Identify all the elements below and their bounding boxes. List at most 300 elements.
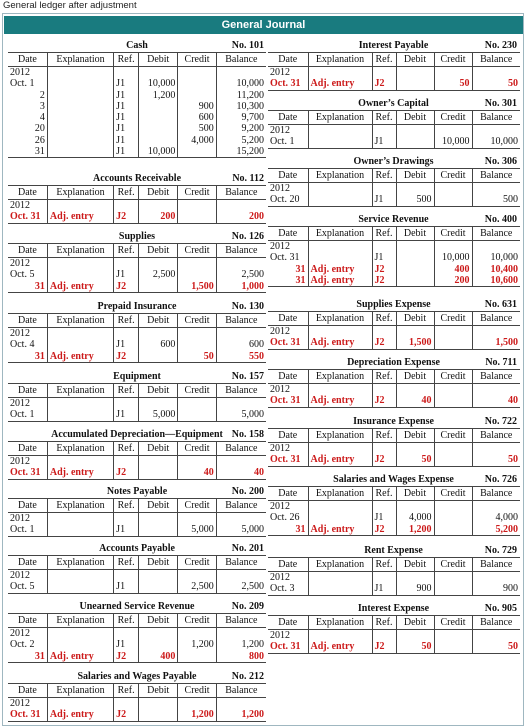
- column-header-debit: Debit: [396, 616, 434, 630]
- column-header-ref: Ref.: [114, 556, 139, 570]
- cell-debit: [139, 351, 178, 363]
- cell-debit: [139, 135, 178, 146]
- cell-date: Oct. 2: [10, 639, 35, 651]
- ledger-account: [268, 416, 519, 467]
- cell-balance: [472, 326, 520, 338]
- column-header-explanation: Explanation: [308, 616, 372, 630]
- table-row: [268, 67, 520, 79]
- cell-ref: J2: [372, 524, 396, 536]
- account-name: Salaries and Wages Payable: [77, 671, 197, 682]
- column-header-balance: Balance: [216, 499, 266, 513]
- account-number: No. 400: [484, 214, 517, 225]
- cell-ref: J1: [114, 639, 139, 650]
- account-name: Supplies Expense: [356, 299, 431, 310]
- column-header-credit: Credit: [434, 312, 472, 326]
- ledger-account: [268, 214, 519, 287]
- column-header-ref: Ref.: [114, 244, 139, 258]
- column-header-credit: Credit: [178, 314, 216, 328]
- cell-debit: 600: [139, 339, 178, 350]
- cell-debit: [396, 384, 434, 396]
- cell-date: 2012: [10, 513, 30, 524]
- cell-credit: [434, 641, 472, 653]
- cell-debit: 2,500: [139, 269, 178, 280]
- cell-balance: 10,300: [216, 101, 266, 112]
- ledger-table: [8, 185, 266, 224]
- ledger-account: [8, 301, 266, 363]
- cell-date: Oct. 31: [8, 211, 47, 223]
- adjusting-entry-row: [268, 395, 520, 407]
- column-header-balance: Balance: [216, 614, 266, 628]
- cell-credit: [178, 339, 216, 350]
- ledger-table: [268, 615, 520, 654]
- cell-ref: J1: [372, 252, 396, 263]
- column-header-ref: Ref.: [372, 616, 396, 630]
- cell-date: 2012: [10, 67, 30, 78]
- cell-balance: 11,200: [216, 90, 266, 101]
- cell-explanation: [47, 409, 113, 421]
- cell-ref: [114, 67, 139, 79]
- account-name: Accumulated Depreciation—Equipment: [51, 429, 223, 440]
- cell-credit: 50: [178, 351, 216, 363]
- cell-ref: J2: [372, 275, 396, 287]
- column-header-balance: Balance: [216, 53, 266, 67]
- cell-date: Oct. 31: [268, 337, 308, 349]
- column-header-debit: Debit: [396, 429, 434, 443]
- header-row: [268, 558, 520, 572]
- cell-credit: [178, 200, 216, 212]
- cell-date: Oct. 1: [8, 409, 47, 421]
- column-header-balance: Balance: [216, 244, 266, 258]
- cell-credit: [178, 398, 216, 410]
- cell-balance: 600: [216, 339, 266, 350]
- cell-credit: 1,200: [178, 639, 216, 650]
- account-header: [268, 299, 519, 311]
- cell-credit: 50: [434, 78, 472, 90]
- account-header: [8, 371, 266, 383]
- ledger-table: [8, 383, 266, 422]
- cell-explanation: [308, 443, 372, 455]
- cell-debit: [139, 581, 178, 593]
- cell-credit: [434, 572, 472, 584]
- column-header-ref: Ref.: [372, 558, 396, 572]
- cell-balance: [216, 513, 266, 525]
- column-header-date: Date: [268, 558, 308, 572]
- cell-credit: [178, 513, 216, 525]
- cell-credit: [434, 395, 472, 407]
- cell-balance: 5,000: [216, 409, 266, 421]
- cell-debit: [396, 241, 434, 253]
- cell-debit: 4,000: [396, 512, 434, 523]
- cell-debit: 10,000: [139, 146, 178, 158]
- cell-ref: [114, 200, 139, 212]
- cell-credit: [434, 454, 472, 466]
- adjusting-entry-row: [268, 264, 520, 275]
- column-header-balance: Balance: [216, 684, 266, 698]
- account-header: [8, 301, 266, 313]
- cell-credit: [434, 183, 472, 195]
- header-row: [8, 556, 266, 570]
- adjusting-entry-row: [268, 454, 520, 466]
- cell-date: 2012: [270, 630, 290, 641]
- column-header-date: Date: [8, 614, 47, 628]
- cell-credit: 10,000: [434, 136, 472, 148]
- account-number: No. 905: [484, 603, 517, 614]
- ledger-account: [8, 429, 266, 480]
- column-header-credit: Credit: [178, 53, 216, 67]
- cell-debit: [139, 67, 178, 79]
- journal-banner: General Journal: [4, 16, 523, 34]
- cell-balance: 5,200: [216, 135, 266, 146]
- cell-explanation: [308, 241, 372, 253]
- cell-credit: [434, 125, 472, 137]
- column-header-ref: Ref.: [372, 312, 396, 326]
- ledger-account: [268, 98, 519, 149]
- column-header-credit: Credit: [434, 487, 472, 501]
- cell-debit: [139, 456, 178, 468]
- table-row: [8, 639, 266, 650]
- account-name: Interest Payable: [358, 40, 429, 51]
- cell-debit: [396, 183, 434, 195]
- column-header-ref: Ref.: [114, 442, 139, 456]
- column-header-ref: Ref.: [114, 53, 139, 67]
- table-row: [8, 78, 266, 89]
- cell-balance: [216, 328, 266, 340]
- cell-date: 20: [34, 123, 45, 135]
- cell-balance: 10,000: [472, 252, 520, 263]
- column-header-credit: Credit: [178, 442, 216, 456]
- cell-balance: 10,000: [472, 136, 520, 148]
- column-header-balance: Balance: [472, 227, 520, 241]
- cell-balance: [216, 456, 266, 468]
- header-row: [8, 53, 266, 67]
- cell-balance: 550: [216, 351, 266, 363]
- account-name: Depreciation Expense: [347, 357, 440, 368]
- cell-debit: 400: [139, 651, 178, 663]
- cell-balance: 5,200: [472, 524, 520, 536]
- cell-ref: J1: [372, 512, 396, 523]
- ledger-account: [8, 40, 266, 158]
- cell-credit: [178, 456, 216, 468]
- cell-explanation: [47, 513, 113, 525]
- cell-explanation: Adj. entry: [308, 454, 372, 466]
- cell-ref: J1: [114, 524, 139, 536]
- cell-ref: J1: [114, 581, 139, 593]
- cell-balance: [216, 258, 266, 270]
- account-number: No. 209: [231, 601, 264, 612]
- cell-balance: 1,000: [216, 281, 266, 293]
- header-row: [268, 370, 520, 384]
- cell-ref: [372, 326, 396, 338]
- cell-credit: 400: [434, 264, 472, 275]
- cell-ref: J1: [114, 135, 139, 146]
- column-header-credit: Credit: [178, 499, 216, 513]
- column-header-balance: Balance: [216, 442, 266, 456]
- cell-explanation: [47, 339, 113, 350]
- ledger-table: [8, 498, 266, 537]
- cell-explanation: [308, 583, 372, 595]
- column-header-balance: Balance: [216, 314, 266, 328]
- cell-ref: [114, 570, 139, 582]
- cell-explanation: [47, 200, 113, 212]
- cell-explanation: [47, 112, 113, 123]
- cell-debit: [396, 136, 434, 148]
- cell-debit: 1,500: [396, 337, 434, 349]
- account-name: Supplies: [118, 231, 156, 242]
- cell-ref: J1: [372, 583, 396, 595]
- column-header-ref: Ref.: [114, 614, 139, 628]
- table-row: [8, 628, 266, 640]
- account-number: No. 200: [231, 486, 264, 497]
- cell-ref: [372, 572, 396, 584]
- account-number: No. 306: [484, 156, 517, 167]
- cell-explanation: Adj. entry: [47, 709, 113, 721]
- cell-balance: 2,500: [216, 581, 266, 593]
- ledger-table: [8, 243, 266, 293]
- column-header-debit: Debit: [139, 684, 178, 698]
- ledger-account: [268, 357, 519, 408]
- cell-explanation: [47, 78, 113, 89]
- cell-explanation: [308, 183, 372, 195]
- cell-explanation: [308, 326, 372, 338]
- column-header-date: Date: [8, 244, 47, 258]
- table-row: [8, 112, 266, 123]
- cell-balance: 4,000: [472, 512, 520, 523]
- column-header-ref: Ref.: [372, 111, 396, 125]
- column-header-explanation: Explanation: [308, 53, 372, 67]
- account-number: No. 722: [484, 416, 517, 427]
- column-header-debit: Debit: [396, 111, 434, 125]
- adjusting-entry-row: [268, 78, 520, 90]
- column-header-debit: Debit: [139, 556, 178, 570]
- column-header-date: Date: [268, 616, 308, 630]
- cell-ref: [372, 183, 396, 195]
- column-header-debit: Debit: [396, 370, 434, 384]
- cell-date: 31: [8, 146, 47, 158]
- cell-ref: [114, 398, 139, 410]
- cell-ref: [114, 456, 139, 468]
- cell-explanation: [47, 146, 113, 158]
- ledger-table: [268, 226, 520, 287]
- ledger-account: [8, 173, 266, 224]
- cell-ref: J1: [114, 123, 139, 134]
- cell-debit: [139, 628, 178, 640]
- ledger-table: [8, 683, 266, 722]
- header-row: [8, 244, 266, 258]
- cell-debit: [139, 639, 178, 650]
- cell-debit: 50: [396, 454, 434, 466]
- account-name: Accounts Receivable: [92, 173, 182, 184]
- cell-date: Oct. 31: [270, 252, 300, 264]
- column-header-credit: Credit: [434, 558, 472, 572]
- cell-ref: [114, 513, 139, 525]
- cell-credit: 40: [178, 467, 216, 479]
- cell-ref: J1: [114, 78, 139, 89]
- cell-ref: [372, 630, 396, 642]
- column-header-credit: Credit: [178, 556, 216, 570]
- cell-debit: [139, 709, 178, 721]
- ledger-table: [268, 557, 520, 596]
- cell-explanation: [47, 456, 113, 468]
- column-header-explanation: Explanation: [308, 487, 372, 501]
- column-header-ref: Ref.: [372, 227, 396, 241]
- account-header: [268, 545, 519, 557]
- column-header-credit: Credit: [178, 684, 216, 698]
- cell-balance: 1,200: [216, 639, 266, 650]
- column-header-explanation: Explanation: [47, 556, 113, 570]
- account-name: Cash: [126, 40, 148, 51]
- cell-balance: [472, 67, 520, 79]
- table-row: [8, 135, 266, 146]
- column-header-credit: Credit: [178, 186, 216, 200]
- cell-explanation: [308, 384, 372, 396]
- cell-debit: [396, 275, 434, 287]
- cell-credit: 1,500: [178, 281, 216, 293]
- cell-debit: [396, 572, 434, 584]
- cell-balance: [472, 183, 520, 195]
- table-row: [8, 409, 266, 421]
- account-name: Accounts Payable: [99, 543, 175, 554]
- cell-explanation: [47, 698, 113, 710]
- header-row: [268, 616, 520, 630]
- cell-credit: [434, 583, 472, 595]
- account-header: [8, 429, 266, 441]
- account-name: Unearned Service Revenue: [79, 601, 195, 612]
- cell-ref: J2: [114, 709, 139, 721]
- account-name: Owner’s Capital: [358, 98, 429, 109]
- account-number: No. 157: [231, 371, 264, 382]
- cell-ref: J2: [372, 78, 396, 90]
- ledger-account: [268, 156, 519, 207]
- cell-ref: J2: [114, 211, 139, 223]
- table-row: [268, 384, 520, 396]
- header-row: [268, 429, 520, 443]
- column-header-debit: Debit: [396, 227, 434, 241]
- table-row: [268, 194, 520, 206]
- account-number: No. 130: [231, 301, 264, 312]
- cell-balance: [472, 241, 520, 253]
- table-row: [268, 125, 520, 137]
- account-number: No. 101: [231, 40, 264, 51]
- cell-credit: [178, 651, 216, 663]
- cell-debit: [139, 281, 178, 293]
- header-row: [8, 442, 266, 456]
- cell-debit: [396, 501, 434, 513]
- cell-credit: 1,200: [178, 709, 216, 721]
- cell-ref: J2: [114, 467, 139, 479]
- column-header-explanation: Explanation: [308, 169, 372, 183]
- column-header-explanation: Explanation: [47, 384, 113, 398]
- table-row: [8, 90, 266, 101]
- ledger-account: [268, 40, 519, 91]
- column-header-date: Date: [8, 384, 47, 398]
- cell-date: 2: [39, 89, 45, 101]
- table-row: [268, 630, 520, 642]
- cell-explanation: [308, 572, 372, 584]
- cell-debit: [396, 443, 434, 455]
- account-header: [268, 603, 519, 615]
- cell-ref: J2: [372, 395, 396, 407]
- cell-balance: 50: [472, 641, 520, 653]
- table-row: [268, 583, 520, 595]
- column-header-balance: Balance: [472, 487, 520, 501]
- column-header-explanation: Explanation: [47, 244, 113, 258]
- table-row: [8, 570, 266, 582]
- header-row: [8, 684, 266, 698]
- column-header-explanation: Explanation: [47, 614, 113, 628]
- table-row: [268, 501, 520, 513]
- header-row: [8, 499, 266, 513]
- cell-date: Oct. 1: [10, 78, 35, 90]
- cell-explanation: Adj. entry: [47, 211, 113, 223]
- cell-balance: [472, 501, 520, 513]
- cell-balance: 15,200: [216, 146, 266, 158]
- column-header-explanation: Explanation: [308, 370, 372, 384]
- cell-date: 2012: [10, 200, 30, 211]
- column-header-balance: Balance: [472, 370, 520, 384]
- account-number: No. 301: [484, 98, 517, 109]
- column-header-date: Date: [8, 556, 47, 570]
- account-name: Service Revenue: [358, 214, 429, 225]
- column-header-balance: Balance: [472, 53, 520, 67]
- cell-balance: [216, 698, 266, 710]
- column-header-explanation: Explanation: [308, 429, 372, 443]
- column-header-ref: Ref.: [114, 314, 139, 328]
- column-header-credit: Credit: [434, 227, 472, 241]
- cell-credit: 500: [178, 123, 216, 134]
- cell-credit: [178, 258, 216, 270]
- cell-explanation: [47, 628, 113, 640]
- cell-credit: [434, 194, 472, 206]
- cell-debit: [139, 513, 178, 525]
- cell-ref: J2: [372, 454, 396, 466]
- cell-ref: J1: [114, 112, 139, 123]
- table-row: [8, 146, 266, 158]
- cell-explanation: [47, 398, 113, 410]
- account-header: [8, 40, 266, 52]
- cell-date: 2012: [270, 241, 290, 252]
- page-caption: General ledger after adjustment: [3, 0, 137, 11]
- ledger-account: [8, 671, 266, 722]
- cell-ref: J2: [114, 651, 139, 663]
- column-header-balance: Balance: [472, 312, 520, 326]
- cell-credit: 200: [434, 275, 472, 287]
- account-header: [268, 98, 519, 110]
- column-header-explanation: Explanation: [308, 312, 372, 326]
- cell-explanation: Adj. entry: [47, 281, 113, 293]
- account-header: [8, 601, 266, 613]
- cell-balance: 50: [472, 454, 520, 466]
- cell-date: Oct. 31: [8, 709, 47, 721]
- ledger-account: [268, 474, 519, 536]
- cell-debit: [139, 112, 178, 123]
- cell-explanation: [47, 570, 113, 582]
- cell-debit: 1,200: [396, 524, 434, 536]
- cell-explanation: [47, 123, 113, 134]
- cell-ref: J2: [372, 641, 396, 653]
- column-header-date: Date: [8, 314, 47, 328]
- cell-ref: J1: [114, 269, 139, 280]
- cell-debit: [139, 258, 178, 270]
- cell-balance: 40: [216, 467, 266, 479]
- cell-balance: 9,700: [216, 112, 266, 123]
- column-header-explanation: Explanation: [47, 314, 113, 328]
- cell-debit: [396, 326, 434, 338]
- cell-balance: [216, 67, 266, 79]
- cell-date: 2012: [270, 501, 290, 512]
- cell-debit: [139, 328, 178, 340]
- table-row: [8, 101, 266, 112]
- cell-explanation: Adj. entry: [47, 351, 113, 363]
